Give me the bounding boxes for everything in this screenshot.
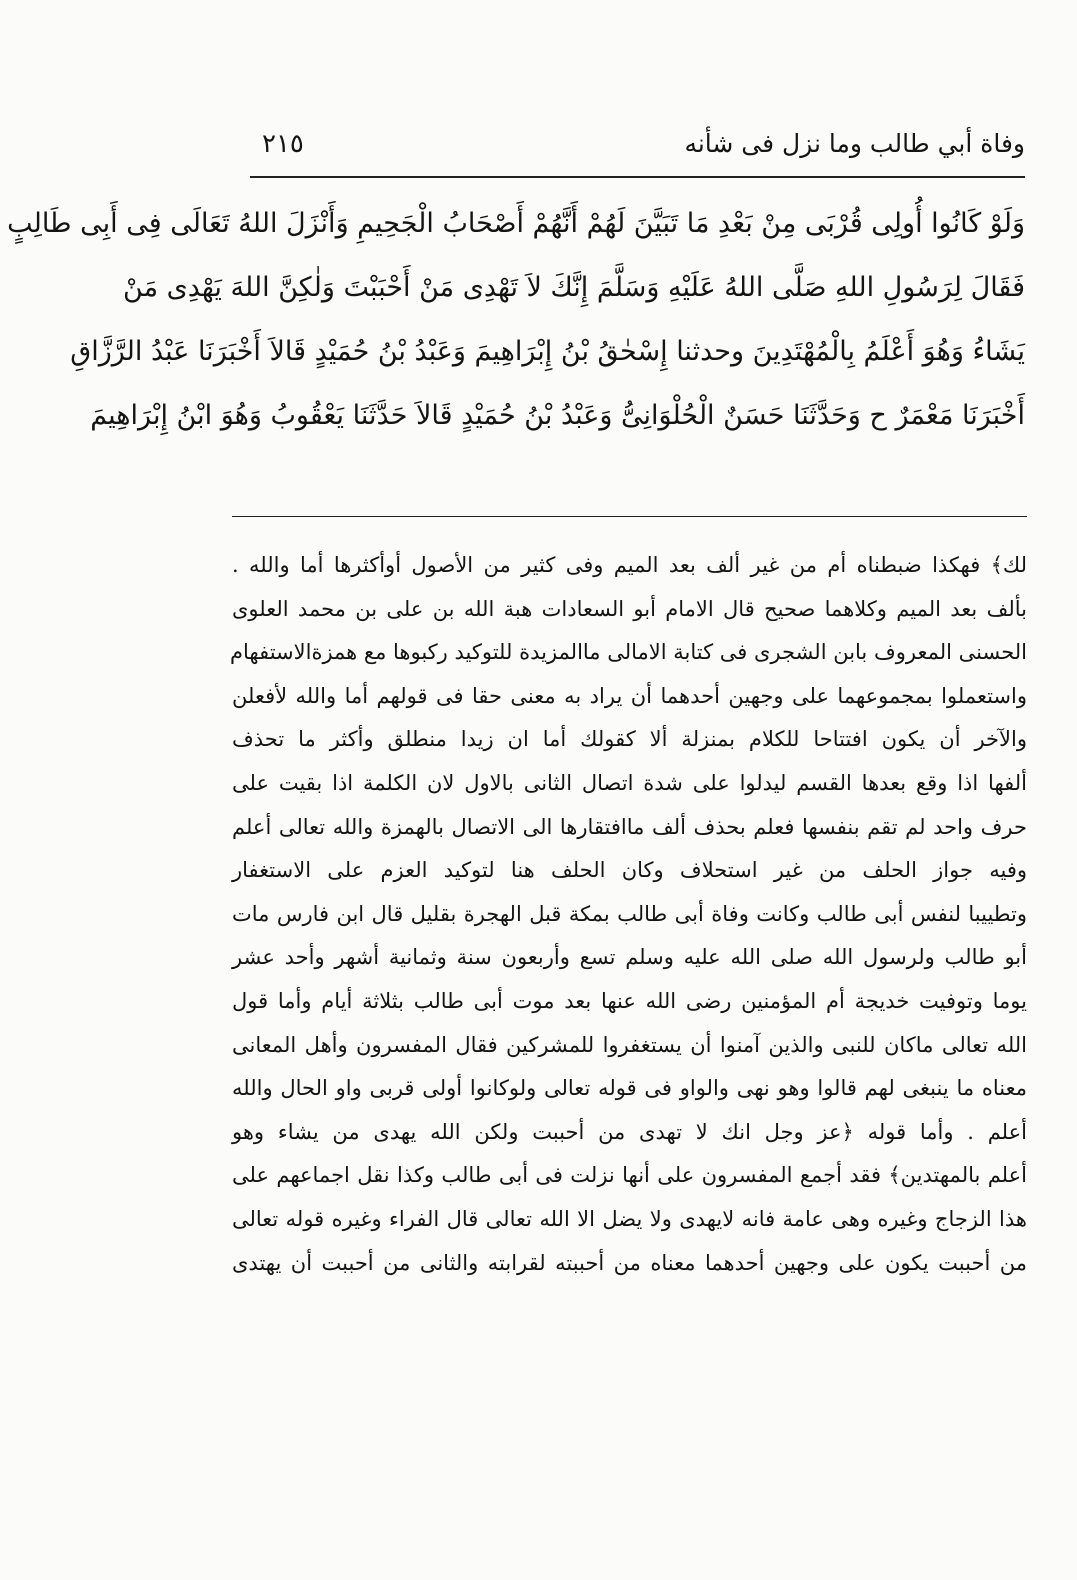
- commentary-line: معناه ما ينبغى لهم قالوا وهو نهى والواو فى قوله تعالى ولوكانوا أولى قربى واو الحال والله: [232, 1076, 1027, 1101]
- header-rule: [250, 176, 1025, 178]
- commentary-line: الله تعالى ماكان للنبى والذين آمنوا أن يستغفروا للمشركين فقال المفسرون وأهل المعانى: [232, 1032, 1027, 1057]
- commentary-line: وتطييبا لنفس أبى طالب وكانت وفاة أبى طالب بمكة قبل الهجرة بقليل قال ابن فارس مات: [232, 901, 1027, 926]
- hadith-line: فَقَالَ لِرَسُولِ اللهِ صَلَّى اللهُ عَلَيْهِ وَسَلَّمَ إِنَّكَ لاَ تَهْدِى مَنْ أَحْبَبْتَ وَلٰكِنَّ اللهَ يَهْدِى مَنْ: [123, 272, 1025, 303]
- commentary-line: واستعملوا بمجموعهما على وجهين أحدهما أن يراد به معنى حقا فى قولهم أما والله لأفعلن: [232, 683, 1027, 708]
- commentary-line: والآخر أن يكون افتتاحا للكلام بمنزلة ألا كقولك أما ان زيدا منطلق وأكثر ما تحذف: [232, 727, 1027, 752]
- commentary-line: ألفها اذا وقع بعدها القسم ليدلوا على شدة اتصال الثانى بالاول لان الكلمة اذا بقيت على: [232, 770, 1027, 795]
- commentary-line: لك﴾ فهكذا ضبطناه أم من غير ألف بعد الميم وفى كثير من الأصول أوأكثرها أما والله .: [232, 553, 1027, 577]
- commentary-line: حرف واحد لم تقم بنفسها فعلم بحذف ألف ماافتقارها الى الاتصال بالهمزة والله تعالى أعلم: [232, 814, 1027, 839]
- commentary-line: أبو طالب ولرسول الله صلى الله عليه وسلم تسع وأربعون سنة وثمانية أشهر وأحد عشر: [232, 945, 1027, 970]
- commentary-line: هذا الزجاج وغيره وهى عامة فانه لايهدى ولا يضل الا الله تعالى قال الفراء وغيره قوله تعالى: [232, 1206, 1027, 1231]
- hadith-line: يَشَاءُ وَهُوَ أَعْلَمُ بِالْمُهْتَدِينَ وحدثنا إِسْحٰقُ بْنُ إِبْرَاهِيمَ وَعَبْدُ بْنُ حُمَيْدٍ قَالاَ أَخْبَرَنَا عَبْدُ الرَّزَّاقِ: [70, 336, 1025, 367]
- commentary-line: وفيه جواز الحلف من غير استحلاف وكان الحلف هنا لتوكيد العزم على الاستغفار: [232, 858, 1027, 883]
- running-header: [250, 125, 1025, 165]
- page-number: ٢١٥: [262, 129, 304, 159]
- commentary-line: أعلم . وأما قوله ﴿عز وجل انك لا تهدى من أحببت ولكن الله يهدى من يشاء وهو: [232, 1119, 1027, 1144]
- commentary-line: من أحببت يكون على وجهين أحدهما معناه من أحببته لقرابته والثانى من أحببت أن يهتدى: [232, 1250, 1027, 1275]
- commentary-line: يوما وتوفيت خديجة أم المؤمنين رضى الله عنها بعد موت أبى طالب بثلاثة أيام وأما قول: [232, 988, 1027, 1013]
- commentary-line: أعلم بالمهتدين﴾ فقد أجمع المفسرون على أنها نزلت فى أبى طالب وكذا نقل اجماعهم على: [232, 1163, 1027, 1188]
- commentary-line: الحسنى المعروف بابن الشجرى فى كتابة الامالى ماالمزيدة للتوكيد ركبوها مع همزةالاستفهام: [230, 640, 1027, 665]
- section-divider-rule: [232, 516, 1027, 517]
- chapter-title: وفاة أبي طالب وما نزل فى شأنه: [684, 129, 1025, 158]
- commentary-line: بألف بعد الميم وكلاهما صحيح قال الامام أبو السعادات هبة الله بن على بن محمد العلوى: [232, 596, 1027, 621]
- commentary-text-block: [232, 544, 1027, 1285]
- hadith-line: أَخْبَرَنَا مَعْمَرٌ ح وَحَدَّثَنَا حَسَنٌ الْحُلْوَانِىُّ وَعَبْدُ بْنُ حُمَيْدٍ قَالاَ حَدَّثَنَا يَعْقُوبُ وَهُوَ ابْنُ إِبْرَاهِيمَ: [90, 400, 1025, 431]
- hadith-line: وَلَوْ كَانُوا أُولِى قُرْبَى مِنْ بَعْدِ مَا تَبَيَّنَ لَهُمْ أَنَّهُمْ أَصْحَابُ الْجَحِيمِ وَأَنْزَلَ اللهُ تَعَالَى فِى أَبِى طَالِبٍ: [7, 208, 1025, 239]
- hadith-text-block: [7, 192, 1025, 448]
